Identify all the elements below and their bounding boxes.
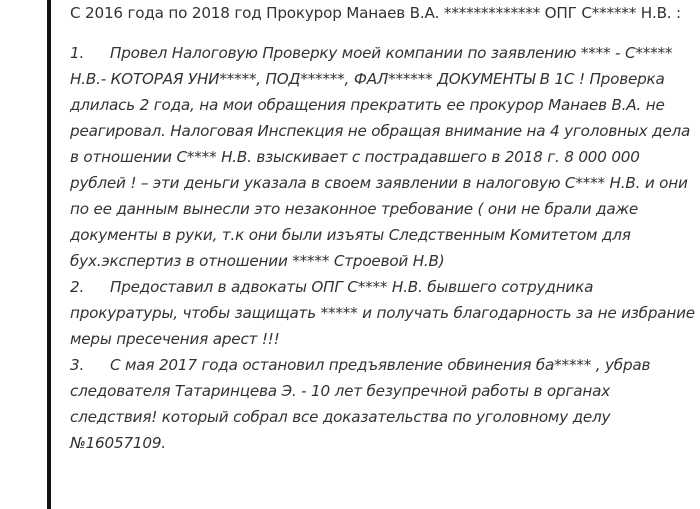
document-body <box>70 0 695 456</box>
list-item-number: 2. <box>70 278 85 296</box>
left-border-rule <box>47 0 51 509</box>
list-item <box>70 274 695 352</box>
list-item-text: Предоставил в адвокаты ОПГ С**** Н.В. бывшего сотрудника прокуратуры, чтобы защищать ***** и получать благодарность за не избрание меры пресечения арест !!! <box>70 278 695 348</box>
list-item <box>70 352 695 456</box>
list-item-number: 3. <box>70 356 85 374</box>
list-item <box>70 40 695 274</box>
list-item-text: Провел Налоговую Проверку моей компании по заявлению **** - С***** Н.В.- КОТОРАЯ УНИ*****, ПОД******, ФАЛ****** ДОКУМЕНТЫ В 1С ! Проверка длилась 2 года, на мои обращения прекратить ее прокурор Манаев В.А. не реагировал. Налоговая Инспекция не обращая внимание на 4 уголовных дела в отношении С**** Н.В. взыскивает с пострадавшего в 2018 г. 8 000 000 рублей ! – эти деньги указала в своем заявлении в налоговую С**** Н.В. и они по ее данным вынесли это незаконное требование ( они не брали даже документы в руки, т.к они были изъяты Следственным Комитетом для бух.экспертиз в отношении ***** Строевой Н.В) <box>70 44 691 270</box>
numbered-list <box>70 40 695 456</box>
list-item-number: 1. <box>70 44 85 62</box>
intro-paragraph: С 2016 года по 2018 год Прокурор Манаев В.А. ************* ОПГ С****** Н.В. : <box>70 4 681 22</box>
list-item-text: С мая 2017 года остановил предъявление обвинения ба***** , убрав следователя Татаринцева Э. - 10 лет безупречной работы в органах следствия! который собрал все доказательства по уголовному делу №16057109. <box>70 356 651 452</box>
